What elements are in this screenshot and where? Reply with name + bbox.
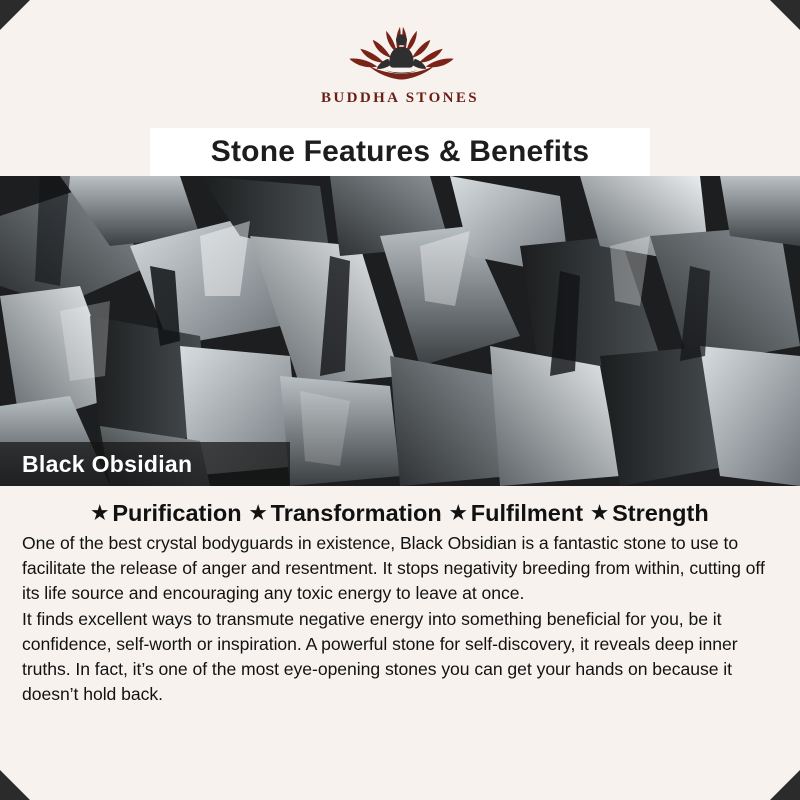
hero-image (0, 176, 800, 486)
description-paragraph-1: One of the best crystal bodyguards in existence, Black Obsidian is a fantastic stone to use to facilitate the release of anger and resentment. It stops negativity breeding from within, cutting off its life source and encouraging any toxic energy to leave at once. (22, 533, 765, 603)
star-icon: ★ (91, 503, 109, 524)
corner-accent-top-right (770, 0, 800, 30)
brand-name: BUDDHA STONES (320, 90, 480, 106)
header (0, 0, 800, 176)
content-section (0, 486, 800, 800)
benefit-item-transformation (250, 500, 442, 527)
corner-accent-bottom-left (0, 770, 30, 800)
benefit-label: Strength (612, 500, 709, 526)
benefit-label: Purification (112, 500, 242, 526)
black-obsidian-crystal-shards-photo (0, 176, 800, 486)
star-icon: ★ (249, 503, 267, 524)
title-banner (150, 128, 650, 176)
benefit-item-fulfilment (450, 500, 583, 527)
star-icon: ★ (449, 503, 467, 524)
stone-name-banner (0, 442, 290, 486)
benefit-label: Fulfilment (470, 500, 584, 526)
brand-logo (0, 0, 800, 107)
page-title: Stone Features & Benefits (210, 135, 590, 168)
benefit-item-purification (91, 500, 241, 527)
lotus-meditation-icon (325, 16, 475, 88)
star-icon: ★ (591, 503, 609, 524)
description-paragraph-2: It finds excellent ways to transmute negative energy into something beneficial for you, be it confidence, self-worth or inspiration. A powerful stone for self-discovery, it reveals deep inner truths. In fact, it’s one of the most eye-opening stones you can get your hands on because it doesn’t hold back. (22, 608, 738, 704)
benefit-item-strength (591, 500, 709, 527)
benefit-label: Transformation (270, 500, 442, 526)
corner-accent-bottom-right (770, 770, 800, 800)
benefits-list (22, 500, 778, 527)
corner-accent-top-left (0, 0, 30, 30)
stone-name: Black Obsidian (22, 450, 193, 477)
